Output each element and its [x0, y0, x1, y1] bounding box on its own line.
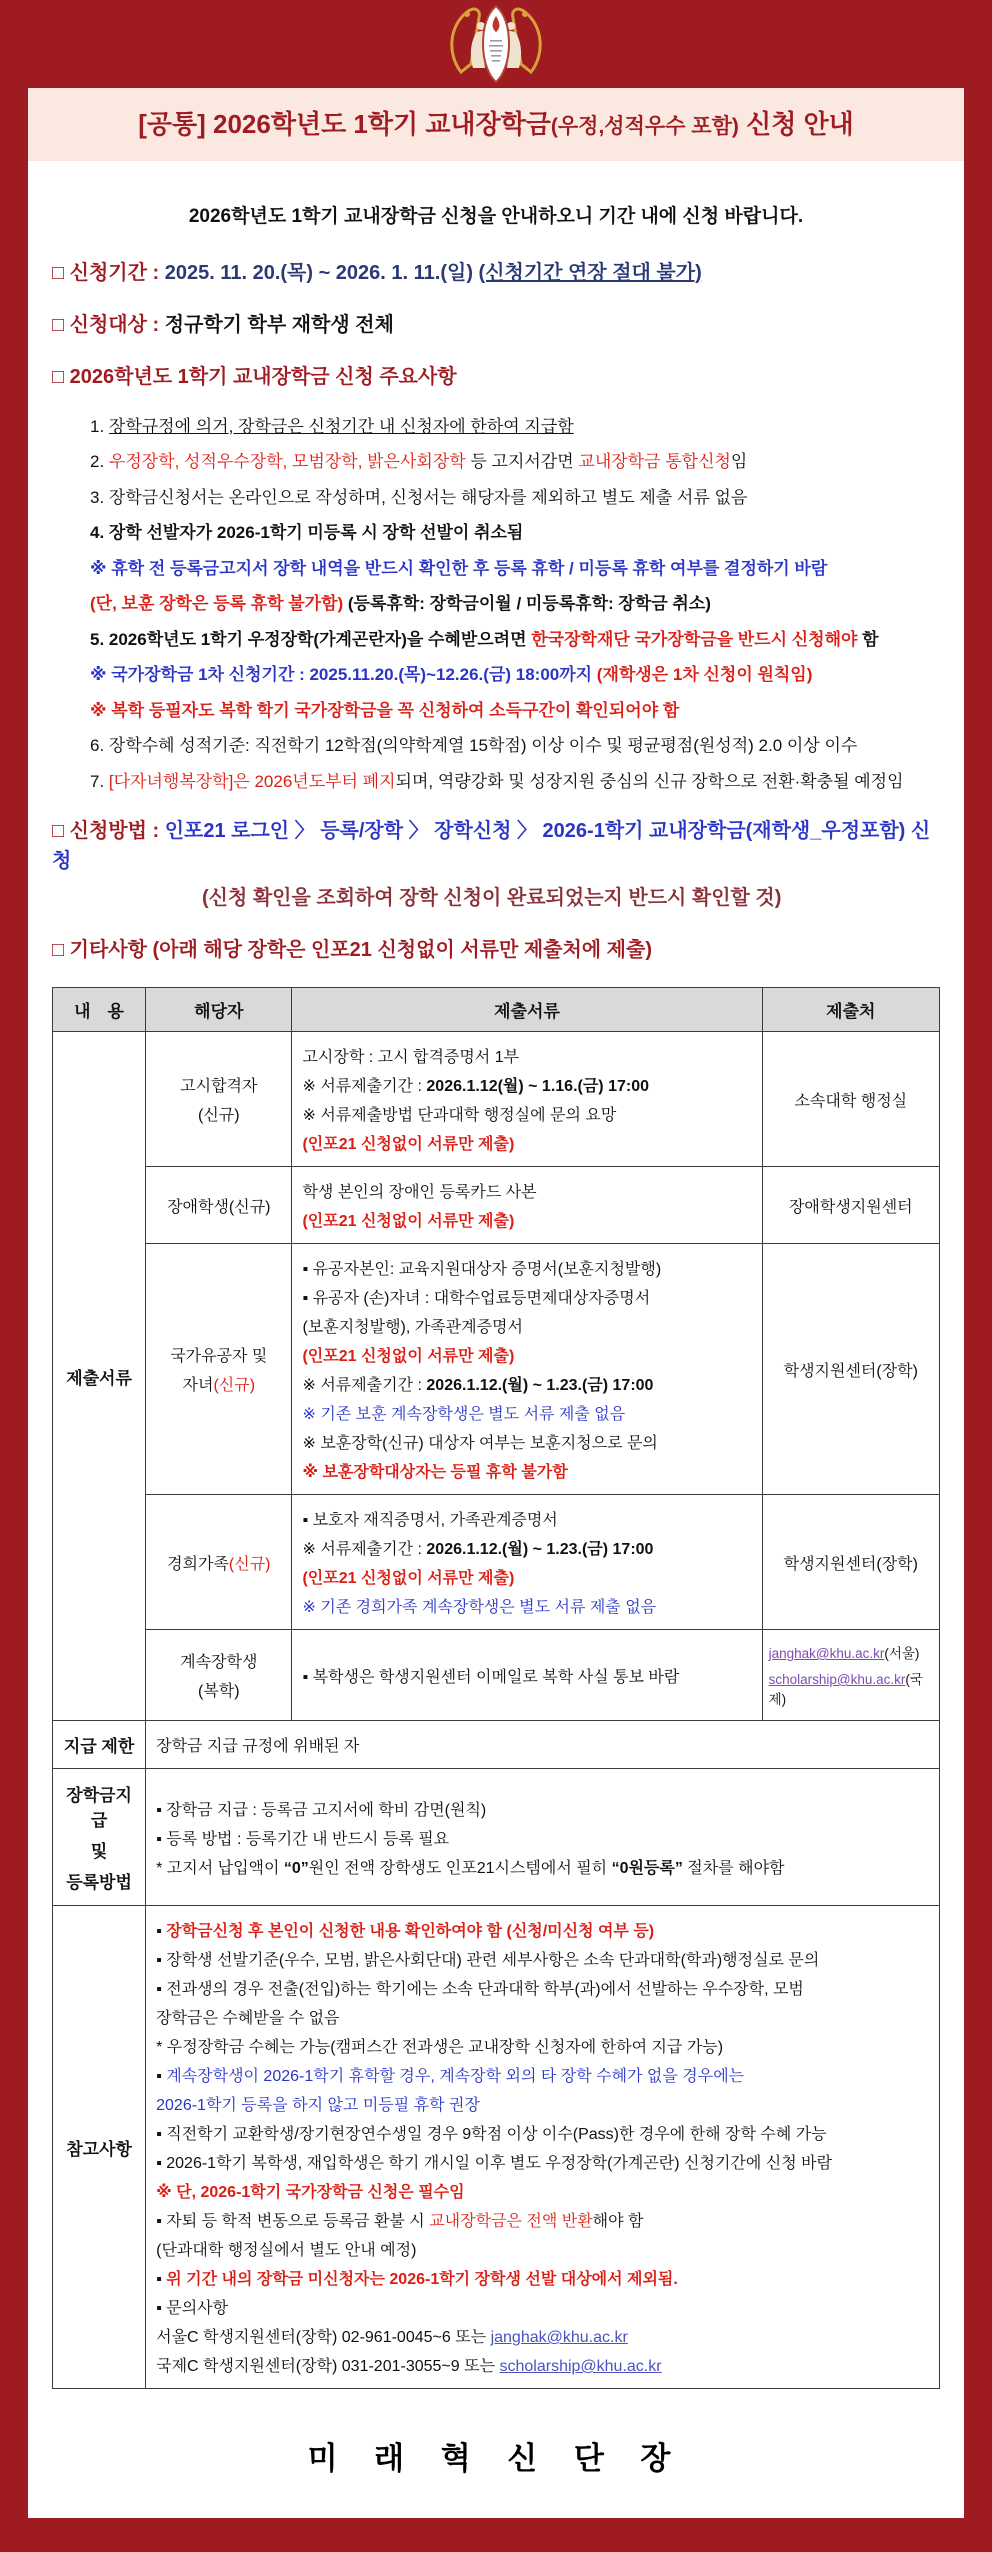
- text-line: [773, 1551, 929, 1574]
- text-segment: 한국장학재단 국가장학금을 반드시 신청해야: [531, 629, 858, 649]
- text-segment: (우정,성적우수 포함): [550, 115, 739, 138]
- text-line: [156, 1797, 929, 1820]
- text-line: [156, 1855, 929, 1878]
- text-line: [52, 935, 940, 965]
- text-segment: (신청기간 연장 절대 불가): [478, 261, 702, 284]
- text-line: [156, 1918, 929, 1941]
- cell-docs-family: [292, 1495, 762, 1630]
- text-line: [302, 1401, 751, 1424]
- text-segment: □ 2026학년도 1학기 교내장학금 신청 주요사항: [52, 365, 457, 388]
- text-segment: ※ 기존 경희가족 계속장학생은 별도 서류 제출 없음: [302, 1599, 657, 1616]
- text-line: [302, 1664, 751, 1687]
- text-segment: 등 고지서감면: [465, 452, 579, 471]
- cell-who-gosi: [146, 1032, 292, 1167]
- text-line: [302, 1314, 751, 1337]
- text-line: [90, 485, 940, 511]
- text-line: [156, 1678, 281, 1701]
- table-header-row: [53, 988, 940, 1032]
- section-key-points-heading: [52, 362, 940, 392]
- text-segment: ※ 서류제출기간 :: [302, 1078, 427, 1095]
- email-link[interactable]: scholarship@khu.ac.kr: [499, 2358, 662, 2375]
- email-link[interactable]: janghak@khu.ac.kr: [768, 1646, 885, 1661]
- text-segment: [다자녀행복장학]은 2026년도부터 폐지: [108, 771, 396, 791]
- text-line: [156, 2092, 929, 2115]
- text-line: [156, 1372, 281, 1395]
- text-segment: “0”: [283, 1859, 309, 1877]
- text-line: [302, 1285, 751, 1308]
- text-line: [63, 1781, 135, 1831]
- text-segment: * 우정장학금 수혜는 가능(캠퍼스간 전과생은 교내장학 신청자에 한하여 지급 가능): [156, 2039, 724, 2056]
- text-segment: 서울C 학생지원센터(장학) 02-961-0045~6 또는: [156, 2329, 491, 2346]
- cell-dest-gosi: [762, 1032, 939, 1167]
- text-segment: [공통] 2026학년도 1학기 교내장학금: [138, 109, 551, 139]
- text-segment: 해야 함: [592, 2213, 644, 2230]
- text-line: [202, 883, 940, 913]
- text-segment: ▪ 직전학기 교환학생/장기현장연수생일 경우 9학점 이상 이수(Pass)한 경우에 한해 장학 수혜 가능: [156, 2126, 827, 2143]
- cell-dest-disabled: [762, 1167, 939, 1244]
- text-line: [90, 698, 940, 724]
- column-header-dest: 제출처: [762, 988, 939, 1032]
- section-method: [52, 816, 940, 913]
- text-line: [302, 1256, 751, 1279]
- text-segment: (인포21 신청없이 서류만 제출): [302, 1136, 515, 1153]
- text-segment: 신청 안내: [738, 109, 854, 139]
- text-segment: (인포21 신청없이 서류만 제출): [302, 1570, 515, 1587]
- table-row-veteran: [53, 1244, 940, 1495]
- text-line: [302, 1131, 751, 1154]
- text-line: [156, 2034, 929, 2057]
- text-segment: ▪ 유공자 (손)자녀 : 대학수업료등면제대상자증명서: [302, 1290, 651, 1307]
- text-segment: □ 신청방법 :: [52, 820, 165, 842]
- text-segment: ▪: [156, 2271, 167, 2288]
- table-row-gosi: [53, 1032, 940, 1167]
- text-segment: (등록휴학: 장학금이월 / 미등록휴학: 장학금 취소): [343, 594, 711, 613]
- text-line: [52, 362, 940, 392]
- text-line: [52, 258, 940, 288]
- text-segment: 우정장학, 성적우수장학, 모범장학, 밝은사회장학: [108, 452, 466, 471]
- text-segment: ※ 기존 보훈 계속장학생은 별도 서류 제출 없음: [302, 1406, 626, 1423]
- text-segment: ▪ 보호자 재직증명서, 가족관계증명서: [302, 1512, 558, 1529]
- text-line: [302, 1536, 751, 1559]
- text-segment: ※ 보훈장학대상자는 등필 휴학 불가함: [302, 1464, 568, 1481]
- text-segment: 2026-1학기 등록을 하지 않고 미등필 휴학 권장: [156, 2097, 480, 2114]
- text-segment: 1.: [90, 416, 109, 436]
- table-row-limit: [53, 1721, 940, 1769]
- text-line: [90, 769, 940, 795]
- text-line: [156, 2121, 929, 2144]
- text-line: [156, 2295, 929, 2318]
- text-line: [90, 414, 940, 440]
- cell-reference-label: 참고사항: [53, 1906, 146, 2389]
- text-segment: 고시장학 : 고시 합격증명서 1부: [302, 1049, 520, 1066]
- text-line: [156, 1649, 281, 1672]
- text-segment: 2026.1.12.(월) ~ 1.23.(금) 17:00: [426, 1377, 654, 1394]
- text-line: [90, 556, 940, 582]
- text-line: [156, 1102, 281, 1125]
- text-line: [156, 2005, 929, 2028]
- cell-payment-label: [53, 1769, 146, 1906]
- text-segment: (신규): [213, 1377, 256, 1394]
- university-crest-logo: [441, 2, 551, 86]
- text-segment: 2026-1학기 장학생 선발 대상에서 제외됨.: [389, 2271, 678, 2288]
- column-header-who: 해당자: [146, 988, 292, 1032]
- etc-table: [52, 987, 940, 2389]
- section-period: [52, 258, 940, 288]
- text-line: [773, 1194, 929, 1217]
- cell-limit-label: 지급 제한: [53, 1721, 146, 1769]
- text-segment: 장학금 지급 규정에 위배된 자: [156, 1738, 360, 1755]
- text-segment: ※ 복학 등필자도 복학 학기 국가장학금을 꼭 신청하여 소득구간이 확인되어야 함: [90, 700, 680, 720]
- email-link[interactable]: scholarship@khu.ac.kr: [768, 1672, 906, 1687]
- text-segment: ※ 서류제출방법 단과대학 행정실에 문의 요망: [302, 1107, 617, 1124]
- text-segment: ▪ 2026-1학기 복학생, 재입학생은 학기 개시일 이후 별도 우정장학(가계곤란) 신청기간에 신청 바람: [156, 2155, 833, 2172]
- table-row-reference: [53, 1906, 940, 2389]
- text-segment: 장애학생지원센터: [788, 1198, 913, 1216]
- text-segment: □ 신청대상 :: [52, 313, 165, 336]
- text-segment: □ 기타사항 (아래 해당 장학은 인포21 신청없이 서류만 제출처에 제출): [52, 939, 652, 961]
- text-segment: 장학금신청 후 본인이 신청한 내용 확인하여야 함 (신청/미신청 여부 등): [166, 1923, 655, 1940]
- text-segment: 교내장학금 통합신청: [578, 452, 731, 471]
- text-segment: 5. 2026학년도 1학기 우정장학(가계곤란자)을 수혜받으려면: [90, 629, 532, 649]
- text-line: [302, 1073, 751, 1096]
- cell-payment-content: [146, 1769, 940, 1906]
- text-segment: □ 신청기간 :: [52, 261, 165, 284]
- text-segment: * 고지서 납입액이: [156, 1859, 284, 1877]
- text-segment: (신청 확인을 조회하여 장학 신청이 완료되었는지 반드시 확인할 것): [202, 887, 782, 909]
- text-segment: 7.: [90, 771, 109, 791]
- text-segment: 학생 본인의 장애인 등록카드 사본: [302, 1184, 537, 1201]
- text-line: [156, 2266, 929, 2289]
- text-segment: 장학금지급: [66, 1786, 132, 1830]
- text-line: [302, 1372, 751, 1395]
- text-segment: (복학): [198, 1683, 240, 1700]
- text-line: [156, 1073, 281, 1096]
- text-line: [302, 1044, 751, 1067]
- text-segment: 원인 전액 장학생도 인포21시스템에서 필히: [308, 1859, 612, 1877]
- signature: 미 래 혁 신 단 장: [307, 2441, 685, 2476]
- text-segment: 되며, 역량강화 및 성장지원 중심의 신규 장학으로 전환·확충될 예정임: [395, 771, 904, 791]
- text-segment: ▪ 유공자본인: 교육지원대상자 증명서(보훈지청발행): [302, 1261, 662, 1278]
- text-segment: (보훈지청발행), 가족관계증명서: [302, 1319, 523, 1336]
- cell-dest-veteran: [762, 1244, 939, 1495]
- notice-body: [28, 161, 964, 2519]
- text-segment: 자녀: [182, 1377, 214, 1394]
- text-segment: (단, 보훈 장학은 등록 휴학 불가함): [90, 594, 344, 613]
- text-line: [769, 1642, 933, 1662]
- text-segment: 2026-1학기 국가장학금 신청은 필수임: [200, 2184, 465, 2201]
- cell-limit-content: [146, 1721, 940, 1769]
- section-target: [52, 310, 940, 340]
- text-segment: ※ 단,: [156, 2184, 201, 2201]
- text-segment: ※ 서류제출기간 :: [302, 1541, 427, 1558]
- column-header-content: 내 용: [53, 988, 146, 1032]
- text-line: [90, 520, 940, 546]
- cell-docs-veteran: [292, 1244, 762, 1495]
- cell-who-family: [146, 1495, 292, 1630]
- cell-who-continuing: [146, 1630, 292, 1721]
- text-segment: 학생지원센터(장학): [783, 1362, 918, 1380]
- text-line: [156, 2353, 929, 2376]
- text-segment: 2026.1.12.(월) ~ 1.23.(금) 17:00: [426, 1541, 654, 1558]
- text-segment: ▪ 문의사항: [156, 2300, 229, 2317]
- text-segment: 장학규정에 의거, 장학금은 신청기간 내 신청자에 한하여 지급함: [108, 416, 574, 436]
- text-segment: 경희가족: [167, 1555, 229, 1573]
- notice-title: [28, 88, 964, 161]
- text-line: [156, 1976, 929, 1999]
- text-segment: ※ 서류제출기간 :: [302, 1377, 427, 1394]
- cell-submit-docs-label: 제출서류: [53, 1032, 146, 1721]
- cell-dest-family: [762, 1495, 939, 1630]
- text-line: [34, 108, 958, 141]
- text-segment: “0원등록”: [611, 1859, 683, 1877]
- text-line: [302, 1430, 751, 1453]
- text-line: [769, 1668, 933, 1708]
- text-segment: 국가유공자 및: [170, 1348, 268, 1365]
- text-segment: (서울): [884, 1646, 920, 1661]
- text-line: [302, 1179, 751, 1202]
- text-line: [156, 1194, 281, 1217]
- text-line: [156, 2208, 929, 2231]
- text-segment: ▪: [156, 2068, 167, 2085]
- text-segment: ▪: [156, 1923, 167, 1940]
- cell-reference-content: [146, 1906, 940, 2389]
- text-line: [302, 1507, 751, 1530]
- text-segment: 등록방법: [66, 1873, 132, 1892]
- text-segment: ※ 보훈장학(신규) 대상자 여부는 보훈지청으로 문의: [302, 1435, 658, 1452]
- cell-who-veteran: [146, 1244, 292, 1495]
- text-segment: (재학생은 1차 신청이 원칙임): [596, 665, 813, 684]
- text-segment: 소속대학 행정실: [794, 1092, 908, 1110]
- text-segment: 장학금은 수혜받을 수 없음: [156, 2010, 340, 2027]
- text-line: [156, 2150, 929, 2173]
- text-line: [90, 733, 940, 759]
- text-line: [156, 1733, 929, 1756]
- text-line: [156, 2179, 929, 2202]
- cell-docs-gosi: [292, 1032, 762, 1167]
- table-row-payment: [53, 1769, 940, 1906]
- text-segment: 국제C 학생지원센터(장학) 031-201-3055~9 또는: [156, 2358, 500, 2375]
- text-segment: ※ 국가장학금 1차 신청기간 : 2025.11.20.(목)~12.26.(금) 18:00까지: [90, 665, 597, 684]
- text-segment: ※ 휴학 전 등록금고지서 장학 내역을 반드시 확인한 후 등록 휴학 / 미등록 휴학 여부를 결정하기 바람: [90, 558, 828, 578]
- text-segment: (단과대학 행정실에서 별도 안내 예정): [156, 2242, 417, 2259]
- text-segment: 절차를 해야함: [682, 1859, 785, 1877]
- text-line: [156, 1551, 281, 1574]
- text-line: [302, 1459, 751, 1482]
- table-row-disabled-student: [53, 1167, 940, 1244]
- text-line: [156, 2324, 929, 2347]
- table-row-continuing: [53, 1630, 940, 1721]
- text-segment: 장애학생(신규): [167, 1198, 271, 1216]
- cell-docs-disabled: [292, 1167, 762, 1244]
- text-line: [302, 1594, 751, 1617]
- text-segment: 계속장학생: [180, 1654, 258, 1671]
- table-row-khu-family: [53, 1495, 940, 1630]
- text-line: [90, 662, 940, 688]
- text-line: [90, 627, 940, 653]
- cell-who-disabled: [146, 1167, 292, 1244]
- text-line: [773, 1088, 929, 1111]
- text-line: [156, 1343, 281, 1366]
- text-line: [302, 1102, 751, 1125]
- text-line: [156, 1826, 929, 1849]
- text-segment: 계속장학생이 2026-1학기 휴학할 경우, 계속장학 외의 타 장학 수혜가 없을 경우에는: [166, 2068, 745, 2085]
- text-segment: 정규학기 학부 재학생 전체: [164, 313, 394, 336]
- text-segment: 교내장학금은 전액 반환: [429, 2213, 593, 2230]
- text-segment: 6. 장학수혜 성적기준: 직전학기 12학점(의약학계열 15학점) 이상 이수 및 평균평점(원성적) 2.0 이상 이수: [90, 736, 858, 755]
- notice-subtitle: 2026학년도 1학기 교내장학금 신청을 안내하오니 기간 내에 신청 바랍니다.: [188, 205, 804, 227]
- text-segment: 4. 장학 선발자가 2026-1학기 미등록 시 장학 선발이 취소됨: [90, 523, 524, 542]
- text-line: [63, 1837, 135, 1862]
- header-band: [28, 0, 964, 88]
- text-line: [773, 1358, 929, 1381]
- section-etc-heading: [52, 935, 940, 965]
- text-segment: 함: [857, 629, 879, 649]
- text-segment: 위 기간 내의 장학금 미신청자는: [166, 2271, 390, 2288]
- text-segment: ▪ 장학생 선발기준(우수, 모범, 밝은사회단대) 관련 세부사항은 소속 단과대학(학과)행정실로 문의: [156, 1952, 820, 1969]
- text-segment: 및: [90, 1842, 108, 1861]
- text-segment: 학생지원센터(장학): [783, 1555, 918, 1573]
- text-line: [156, 2063, 929, 2086]
- text-segment: 인포21 로그인 〉 등록/장학 〉 장학신청 〉 2026-1학기 교내장학금(재학생_우정포함) 신청: [52, 820, 931, 872]
- text-segment: 임: [730, 452, 748, 471]
- key-points-list: [90, 414, 940, 795]
- text-segment: (국제): [768, 1672, 923, 1707]
- text-segment: ▪ 등록 방법 : 등록기간 내 반드시 등록 필요: [156, 1830, 450, 1848]
- text-segment: (인포21 신청없이 서류만 제출): [302, 1348, 515, 1365]
- text-segment: (신규): [198, 1107, 240, 1124]
- text-line: [52, 310, 940, 340]
- text-line: [52, 816, 940, 876]
- text-segment: ▪ 전과생의 경우 전출(전입)하는 학기에는 소속 단과대학 학부(과)에서 선발하는 우수장학, 모범: [156, 1981, 804, 1998]
- text-line: [156, 1947, 929, 1970]
- cell-docs-continuing: [292, 1630, 762, 1721]
- text-segment: ▪ 복학생은 학생지원센터 이메일로 복학 사실 통보 바람: [302, 1668, 680, 1686]
- text-segment: ▪ 자퇴 등 학적 변동으로 등록금 환불 시: [156, 2213, 430, 2230]
- email-link[interactable]: janghak@khu.ac.kr: [490, 2329, 628, 2346]
- text-segment: 2026.1.12(월) ~ 1.16.(금) 17:00: [426, 1078, 649, 1095]
- text-line: [302, 1565, 751, 1588]
- text-segment: 3. 장학금신청서는 온라인으로 작성하며, 신청서는 해당자를 제외하고 별도 제출 서류 없음: [90, 487, 748, 507]
- text-segment: 고시합격자: [180, 1078, 258, 1095]
- cell-dest-continuing: [762, 1630, 939, 1721]
- text-segment: 2025. 11. 20.(목) ~ 2026. 1. 11.(일): [164, 261, 479, 284]
- text-line: [302, 1208, 751, 1231]
- text-line: [302, 1343, 751, 1366]
- text-line: [156, 2237, 929, 2260]
- column-header-docs: 제출서류: [292, 988, 762, 1032]
- text-line: [90, 591, 940, 617]
- text-line: [90, 449, 940, 475]
- text-segment: (인포21 신청없이 서류만 제출): [302, 1213, 515, 1230]
- text-line: [63, 1868, 135, 1893]
- text-segment: ▪ 장학금 지급 : 등록금 고지서에 학비 감면(원칙): [156, 1801, 487, 1819]
- text-segment: 2.: [90, 452, 109, 471]
- text-segment: (신규): [228, 1555, 271, 1573]
